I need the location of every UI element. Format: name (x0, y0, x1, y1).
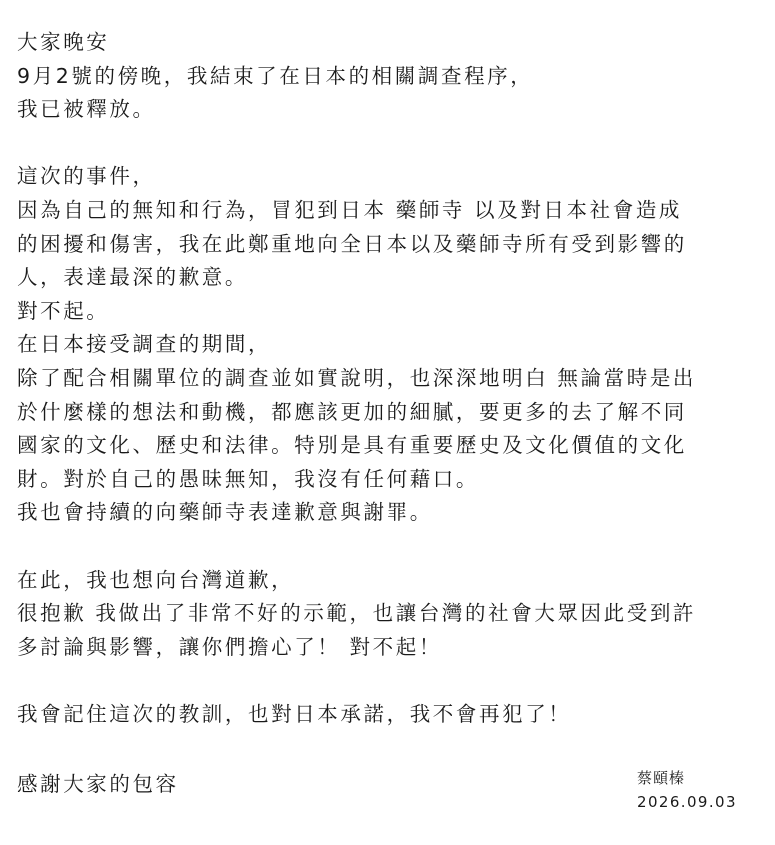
letter-line: 在日本接受調查的期間， (17, 332, 272, 357)
letter-line: 因為自己的無知和行為，冒犯到日本 藥師寺 以及對日本社會造成 (17, 197, 683, 222)
letter-line: 很抱歉 我做出了非常不好的示範，也讓台灣的社會大眾因此受到許 (17, 601, 697, 626)
letter-line: 對不起。 (17, 298, 110, 323)
letter-line: 在此，我也想向台灣道歉， (17, 567, 295, 592)
letter-line: 人，表達最深的歉意。 (17, 265, 248, 290)
letter-line: 多討論與影響，讓你們擔心了！ 對不起！ (17, 634, 442, 659)
paragraph-greeting (17, 26, 757, 127)
letter-line: 於什麼樣的想法和動機，都應該更加的細膩，要更多的去了解不同 (17, 399, 687, 424)
letter-line: 這次的事件， (17, 164, 156, 189)
letter-body (17, 26, 757, 731)
paragraph-promise (17, 698, 757, 732)
letter-line: 除了配合相關單位的調查並如實說明，也深深地明白 無論當時是出 (17, 365, 697, 390)
letter-line: 財。對於自己的愚昧無知，我沒有任何藉口。 (17, 466, 479, 491)
paragraph-gap (17, 127, 757, 161)
paragraph-apology-japan (17, 160, 757, 530)
paragraph-apology-taiwan (17, 564, 757, 665)
letter-line: 的困擾和傷害，我在此鄭重地向全日本以及藥師寺所有受到影響的 (17, 231, 687, 256)
letter-line: 我會記住這次的教訓，也對日本承諾，我不會再犯了！ (17, 701, 572, 726)
letter-line: 國家的文化、歷史和法律。特別是具有重要歷史及文化價值的文化 (17, 433, 687, 458)
paragraph-gap (17, 664, 757, 698)
signature-date: 2026.09.03 (637, 793, 737, 811)
letter-line: 大家晚安 (17, 30, 110, 54)
signature-block (637, 766, 737, 814)
letter-line: 我已被釋放。 (17, 97, 156, 122)
letter-line: 我也會持續的向藥師寺表達歉意與謝罪。 (17, 500, 433, 525)
signature-name: 蔡頤榛 (637, 769, 686, 787)
letter-line: 9月2號的傍晚，我結束了在日本的相關調查程序， (17, 63, 534, 88)
paragraph-gap (17, 530, 757, 564)
closing-line: 感謝大家的包容 (17, 772, 179, 796)
